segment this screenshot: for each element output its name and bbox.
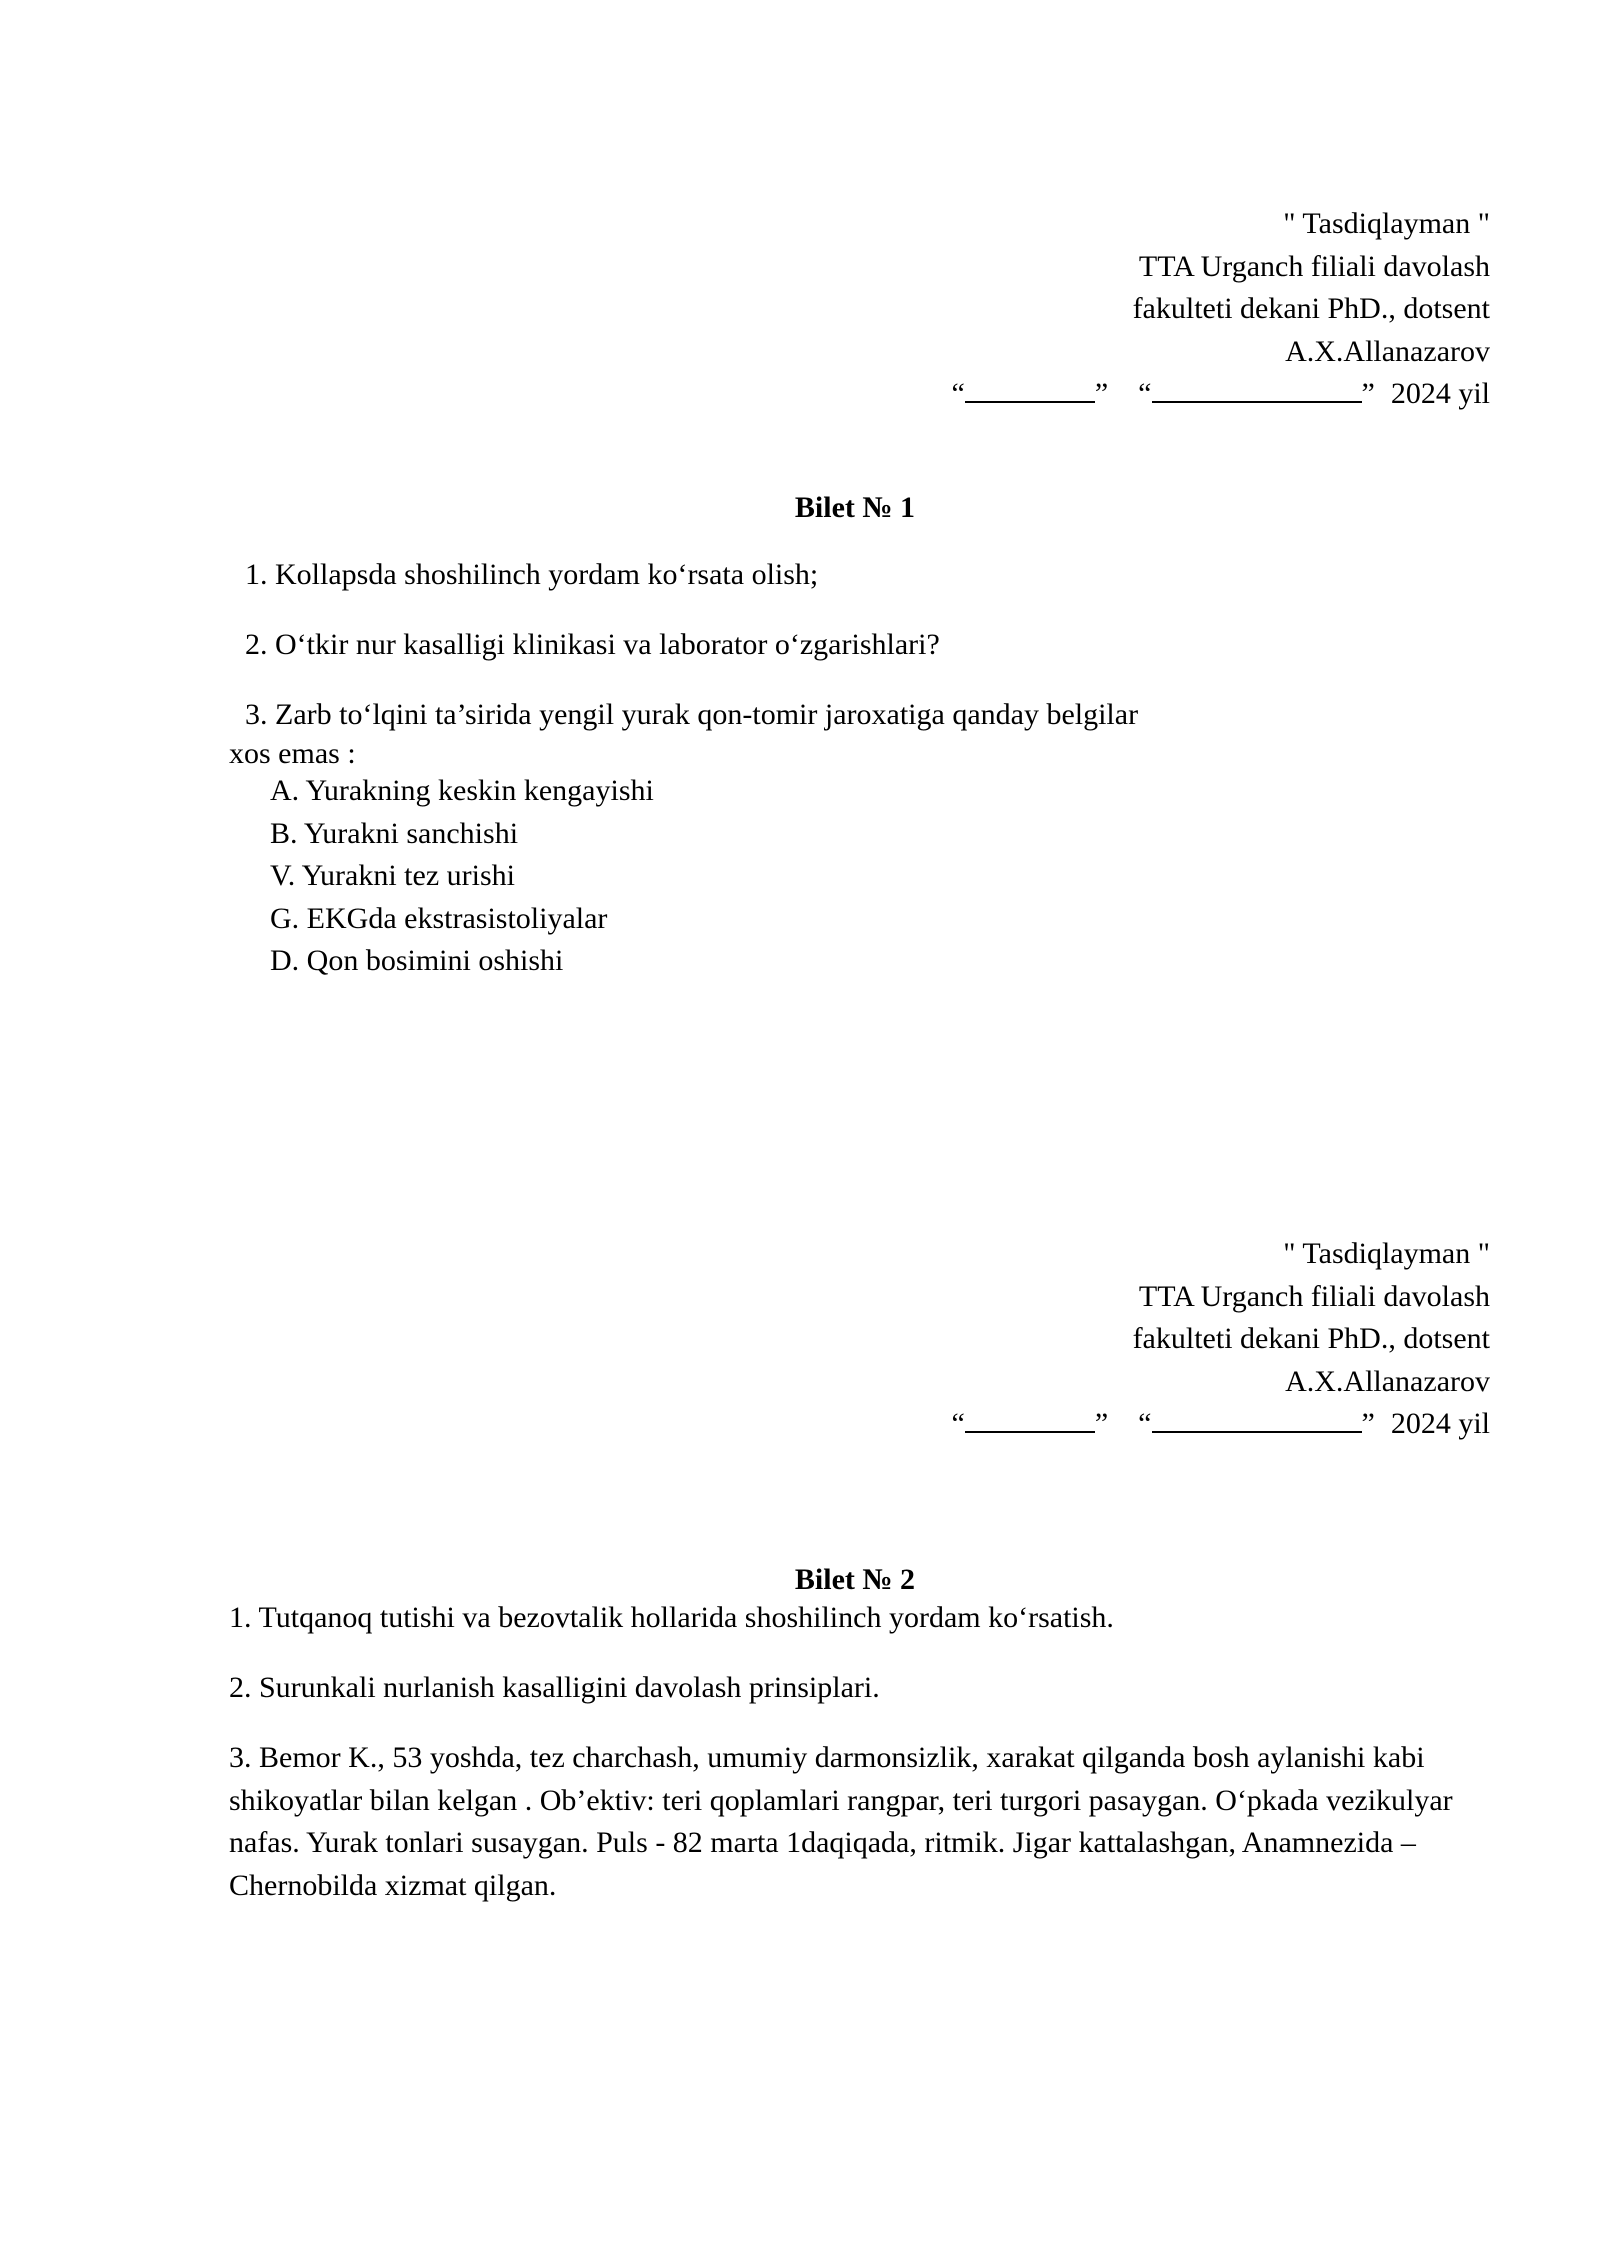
quote-open: “: [1138, 1407, 1152, 1440]
approval-position-line: fakulteti dekani PhD., dotsent: [1132, 1322, 1490, 1355]
approval-heading: " Tasdiqlayman ": [1283, 1237, 1490, 1270]
quote-open: “: [951, 377, 965, 410]
approval-date-line: [700, 373, 1490, 416]
day-blank: [965, 375, 1095, 403]
option-d: D. Qon bosimini oshishi: [270, 944, 564, 977]
quote-close: ”: [1361, 377, 1375, 410]
approval-position-line: fakulteti dekani PhD., dotsent: [1132, 292, 1490, 325]
ticket-2-question-3: 3. Bemor K., 53 yoshda, tez charchash, umumiy darmonsizlik, xarakat qilganda bosh aylanishi kabi shikoyatlar bilan kelgan . Ob’ektiv: teri qoplamlari rangpar, teri turgori pasaygan. O‘pkada vezikulyar nafas. Yurak tonlari susaygan. Puls - 82 marta 1daqiqada, ritmik. Jigar kattalashgan, Anamnezida –Chernobilda xizmat qilgan.: [229, 1741, 1453, 1902]
ticket-2-question-1: 1. Tutqanoq tutishi va bezovtalik hollarida shoshilinch yordam ko‘rsatish.: [229, 1601, 1114, 1634]
option-a: A. Yurakning keskin kengayishi: [270, 774, 654, 807]
quote-close: ”: [1361, 1407, 1375, 1440]
ticket-1-question-3: 3. Zarb to‘lqini ta’sirida yengil yurak qon-tomir jaroxatiga qanday belgilar: [245, 698, 1139, 731]
day-blank: [965, 1405, 1095, 1433]
approval-org-line: TTA Urganch filiali davolash: [1138, 1279, 1490, 1313]
approval-name: A.X.Allanazarov: [1285, 1364, 1490, 1398]
month-blank: [1152, 1405, 1362, 1433]
ticket-1-title: Bilet № 1: [794, 491, 916, 524]
quote-close: ”: [1094, 377, 1109, 410]
ticket-1-question-1: 1. Kollapsda shoshilinch yordam ko‘rsata olish;: [245, 558, 819, 591]
ticket-1-question-2: 2. O‘tkir nur kasalligi klinikasi va laborator o‘zgarishlari?: [245, 628, 940, 661]
ticket-2-question-2: 2. Surunkali nurlanish kasalligini davolash prinsiplari.: [229, 1671, 880, 1704]
approval-year: 2024 yil: [1390, 1407, 1490, 1440]
option-g: G. EKGda ekstrasistoliyalar: [270, 901, 608, 935]
approval-block-2: [700, 1233, 1490, 1446]
approval-name: A.X.Allanazarov: [1285, 334, 1490, 368]
quote-open: “: [1138, 377, 1152, 410]
quote-close: ”: [1094, 1407, 1109, 1440]
option-v: V. Yurakni tez urishi: [270, 859, 515, 892]
approval-date-line: [700, 1403, 1490, 1446]
approval-block-1: [700, 203, 1490, 416]
option-b: B. Yurakni sanchishi: [270, 816, 519, 850]
ticket-2-title: Bilet № 2: [794, 1563, 916, 1596]
ticket-1-options: [270, 770, 654, 983]
approval-org-line: TTA Urganch filiali davolash: [1138, 249, 1490, 283]
month-blank: [1152, 375, 1362, 403]
approval-heading: " Tasdiqlayman ": [1283, 207, 1490, 240]
ticket-1-question-3-cont: xos emas :: [229, 737, 356, 770]
quote-open: “: [951, 1407, 965, 1440]
approval-year: 2024 yil: [1390, 377, 1490, 410]
